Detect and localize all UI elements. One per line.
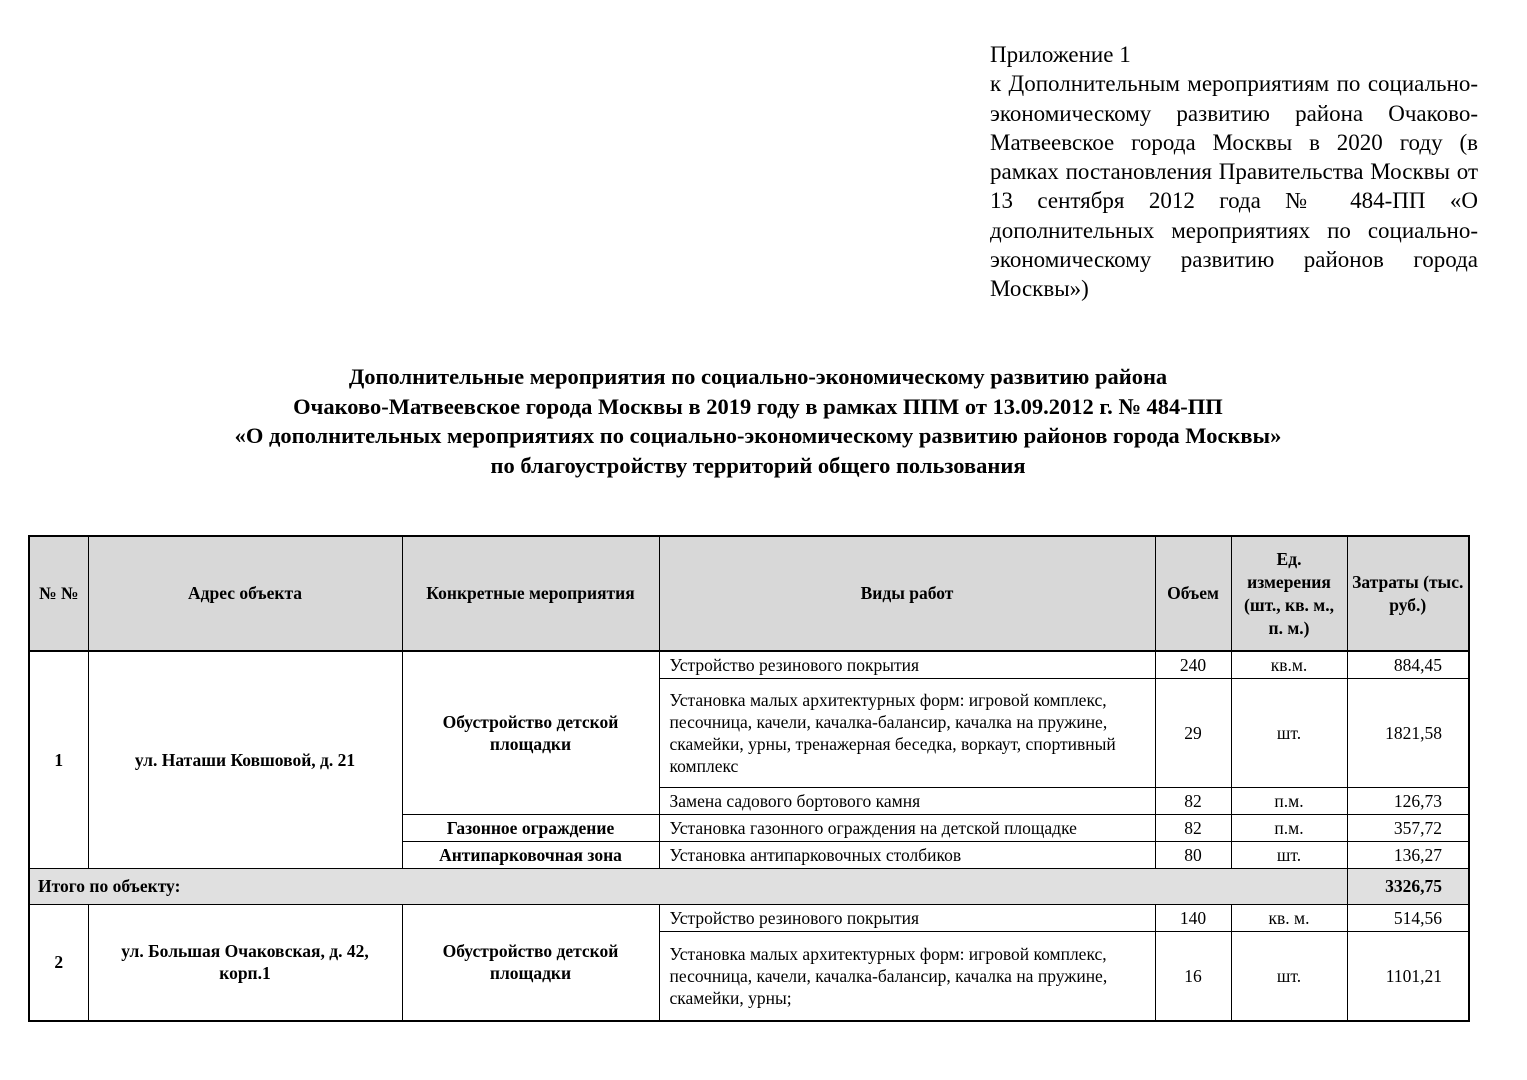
appendix-block — [990, 40, 1478, 304]
work-cell: Установка газонного ограждения на детской площадке — [659, 814, 1155, 841]
document-title-line: Дополнительные мероприятия по социально-экономическому развитию района — [348, 364, 1168, 389]
header-volume: Объем — [1155, 536, 1231, 651]
table-header-row — [29, 536, 1469, 651]
object-num: 1 — [29, 651, 88, 868]
header-measures: Конкретные мероприятия — [402, 536, 659, 651]
unit-cell: шт. — [1231, 931, 1347, 1021]
document-title-line: «О дополнительных мероприятиях по социально-экономическому развитию районов города Москвы» — [234, 423, 1282, 448]
cost-cell: 514,56 — [1347, 904, 1469, 931]
unit-cell: п.м. — [1231, 814, 1347, 841]
volume-cell: 82 — [1155, 787, 1231, 814]
unit-cell: п.м. — [1231, 787, 1347, 814]
cost-cell: 884,45 — [1347, 651, 1469, 678]
work-cell: Установка малых архитектурных форм: игровой комплекс, песочница, качели, качалка-балансир, качалка на пружине, скамейки, урны; — [659, 931, 1155, 1021]
total-row — [29, 868, 1469, 904]
volume-cell: 16 — [1155, 931, 1231, 1021]
measure-cell: Антипарковочная зона — [402, 841, 659, 868]
document-title-line: Очаково-Матвеевское города Москвы в 2019 году в рамках ППМ от 13.09.2012 г. № 484-ПП — [293, 393, 1223, 419]
cost-cell: 1101,21 — [1347, 931, 1469, 1021]
cost-cell: 126,73 — [1347, 787, 1469, 814]
work-cell: Устройство резинового покрытия — [659, 651, 1155, 678]
measure-cell: Обустройство детской площадки — [402, 651, 659, 814]
unit-cell: шт. — [1231, 841, 1347, 868]
total-value: 3326,75 — [1347, 868, 1469, 904]
unit-cell: кв. м. — [1231, 904, 1347, 931]
table-row — [29, 651, 1469, 678]
volume-cell: 240 — [1155, 651, 1231, 678]
object-address: ул. Большая Очаковская, д. 42, корп.1 — [88, 904, 402, 1021]
cost-cell: 136,27 — [1347, 841, 1469, 868]
header-num: № № — [29, 536, 88, 651]
appendix-text: к Дополнительным мероприятиям по социально-экономическому развитию района Очаково-Матвеевское города Москвы в 2020 году (в рамках постановления Правительства Москвы от 13 сентября 2012 года № 484-ПП «О дополнительных мероприятиях по социально-экономическому развитию районов города Москвы») — [990, 71, 1478, 302]
measure-cell: Обустройство детской площадки — [402, 904, 659, 1021]
volume-cell: 140 — [1155, 904, 1231, 931]
volume-cell: 29 — [1155, 678, 1231, 787]
unit-cell: шт. — [1231, 678, 1347, 787]
document-title-line: по благоустройству территорий общего пользования — [490, 452, 1026, 478]
unit-cell: кв.м. — [1231, 651, 1347, 678]
document-title — [0, 362, 1516, 480]
header-address: Адрес объекта — [88, 536, 402, 651]
header-cost: Затраты (тыс. руб.) — [1347, 536, 1469, 651]
appendix-title: Приложение 1 — [990, 42, 1131, 67]
work-cell: Замена садового бортового камня — [659, 787, 1155, 814]
work-cell: Устройство резинового покрытия — [659, 904, 1155, 931]
volume-cell: 80 — [1155, 841, 1231, 868]
works-table — [28, 535, 1470, 1022]
cost-cell: 357,72 — [1347, 814, 1469, 841]
work-cell: Установка малых архитектурных форм: игровой комплекс, песочница, качели, качалка-балансир, качалка на пружине, скамейки, урны, тренажерная беседка, воркаут, спортивный комплекс — [659, 678, 1155, 787]
cost-cell: 1821,58 — [1347, 678, 1469, 787]
table-row — [29, 904, 1469, 931]
measure-cell: Газонное ограждение — [402, 814, 659, 841]
object-num: 2 — [29, 904, 88, 1021]
volume-cell: 82 — [1155, 814, 1231, 841]
header-unit: Ед. измерения (шт., кв. м., п. м.) — [1231, 536, 1347, 651]
header-works: Виды работ — [659, 536, 1155, 651]
total-label: Итого по объекту: — [29, 868, 1347, 904]
object-address: ул. Наташи Ковшовой, д. 21 — [88, 651, 402, 868]
work-cell: Установка антипарковочных столбиков — [659, 841, 1155, 868]
